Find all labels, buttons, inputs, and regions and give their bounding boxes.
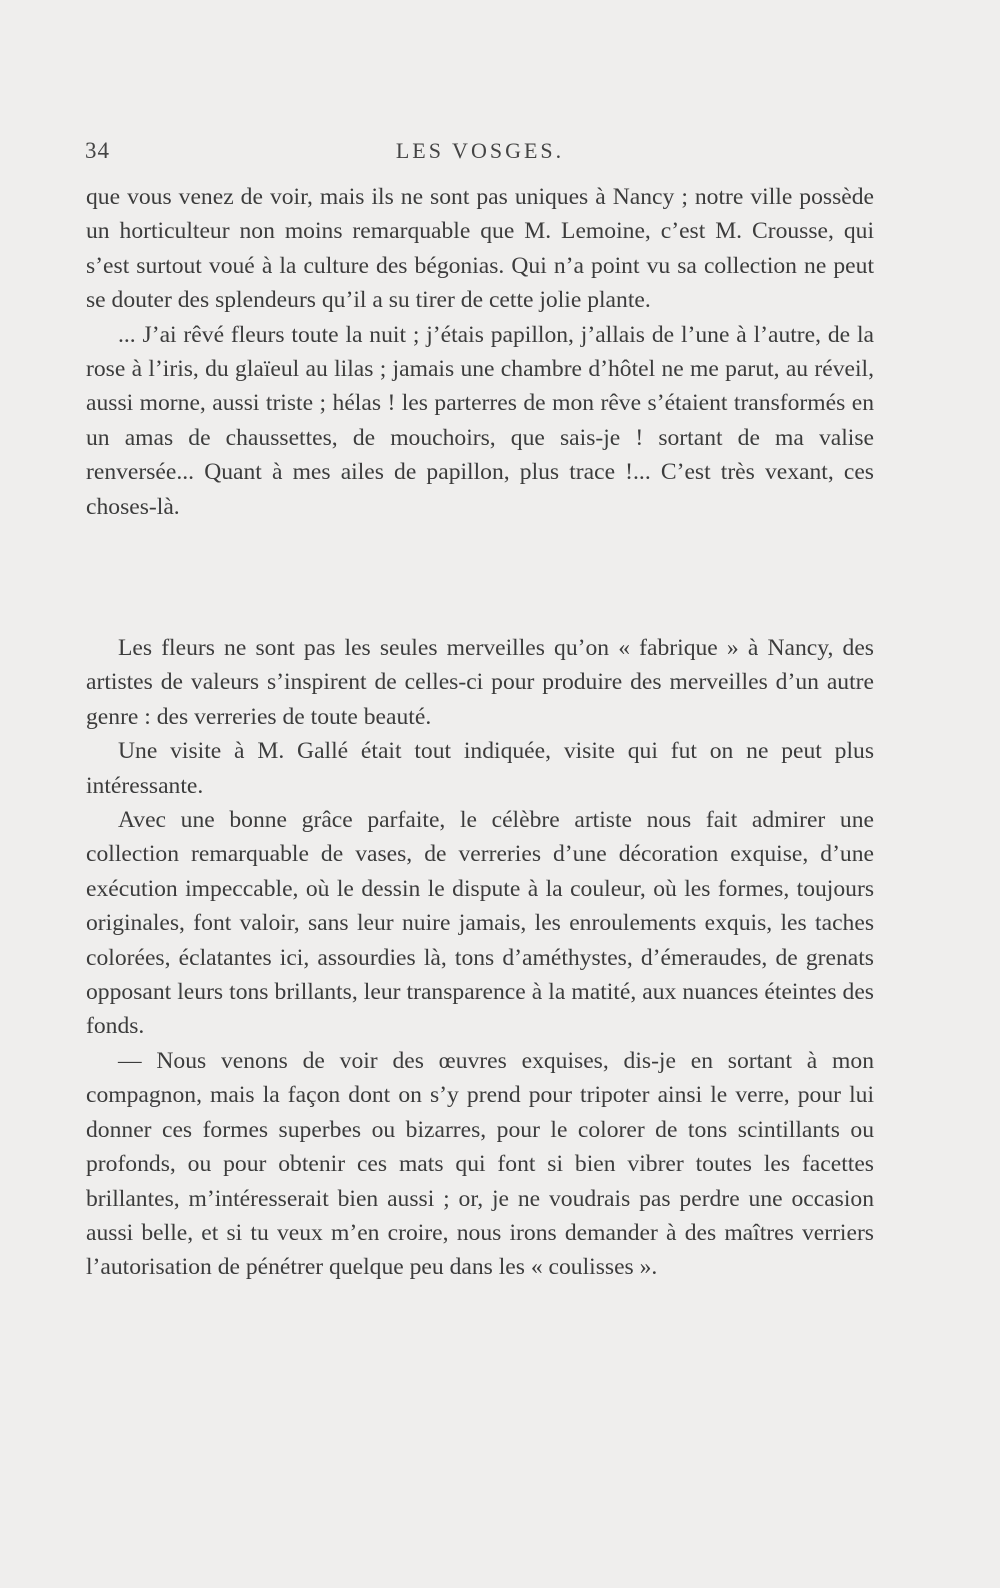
paragraph-1: que vous venez de voir, mais ils ne sont pas uniques à Nancy ; notre ville possède un horticulteur non moins remarquable que M. Lemoine, c’est M. Crousse, qui s’est surtout voué à la culture des bégonias. Qui n’a point vu sa collection ne peut se douter des splendeurs qu’il a su tirer de cette jolie plante.	[86, 184, 874, 314]
paragraph-5: Avec une bonne grâce parfaite, le célèbre artiste nous fait admirer une collection remarquable de vases, de verreries d’une décoration exquise, d’une exécution impeccable, où le dessin le dispute à la couleur, où les formes, toujours originales, font valoir, sans leur nuire jamais, les enroulements exquis, les taches colorées, éclatantes ici, assourdies là, tons d’améthystes, d’émeraudes, de grenats opposant leurs tons brillants, leur transparence à la matité, aux nuances éteintes des fonds.	[86, 807, 874, 1040]
paragraph-4: Une visite à M. Gallé était tout indiquée, visite qui fut on ne peut plus intéressante.	[86, 738, 874, 799]
text-block-2	[86, 631, 874, 1285]
paragraph-6: — Nous venons de voir des œuvres exquises, dis-je en sortant à mon compagnon, mais la façon dont on s’y prend pour tripoter ainsi le verre, pour lui donner ces formes superbes ou bizarres, pour le colorer de tons scintillants ou profonds, ou pour obtenir ces mats qui font si bien vibrer toutes les facettes brillantes, m’intéresserait bien aussi ; or, je ne voudrais pas perdre une occasion aussi belle, et si tu veux m’en croire, nous irons demander à des maîtres verriers l’autorisation de pénétrer quelque peu dans les « coulisses ».	[86, 1047, 874, 1281]
running-title: LES VOSGES.	[395, 138, 565, 163]
page-header	[85, 138, 875, 174]
text-block-1	[86, 180, 874, 524]
page-number: 34	[85, 138, 110, 163]
paragraph-2: ... J’ai rêvé fleurs toute la nuit ; j’étais papillon, j’allais de l’une à l’autre, de la rose à l’iris, du glaïeul au lilas ; jamais une chambre d’hôtel ne me parut, au réveil, aussi morne, aussi triste ; hélas ! les parterres de mon rêve s’étaient transformés en un amas de chaussettes, de mouchoirs, que sais-je ! sortant de ma valise renversée... Quant à mes ailes de papillon, plus trace !... C’est très vexant, ces choses-là.	[86, 321, 874, 520]
paragraph-3: Les fleurs ne sont pas les seules merveilles qu’on « fabrique » à Nancy, des artistes de valeurs s’inspirent de celles-ci pour produire des merveilles d’un autre genre : des verreries de toute beauté.	[86, 635, 874, 730]
